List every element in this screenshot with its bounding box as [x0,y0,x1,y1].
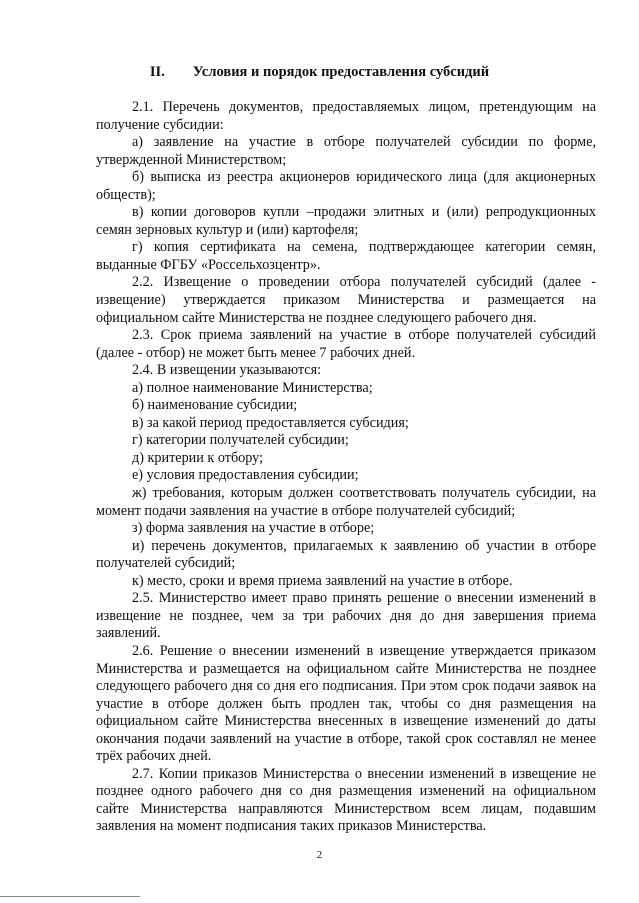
paragraph-2-1: 2.1. Перечень документов, предоставляемых лицом, претендующим на получение субсидии: [96,99,596,133]
paragraph-2-4-zh: ж) требования, которым должен соответствовать получатель субсидии, на момент подачи заявления на участие в отборе получателей субсидий; [96,485,596,519]
paragraph-2-3: 2.3. Срок приема заявлений на участие в отборе получателей субсидий (далее - отбор) не может быть менее 7 рабочих дней. [96,327,596,361]
paragraph-2-5: 2.5. Министерство имеет право принять решение о внесении изменений в извещение не позднее, чем за три рабочих дня до дня завершения приема заявлений. [96,590,596,642]
footer-divider [0,896,140,897]
paragraph-2-4-z: з) форма заявления на участие в отборе; [132,520,375,537]
paragraph-2-1-v: в) копии договоров купли –продажи элитных и (или) репродукционных семян зерновых культур и (или) картофеля; [96,204,596,238]
section-title: Условия и порядок предоставления субсидий [192,64,490,80]
paragraph-2-4-i: и) перечень документов, прилагаемых к заявлению об участии в отборе получателей субсидий; [96,537,596,572]
paragraph-2-4-k: к) место, сроки и время приема заявлений на участие в отборе. [132,572,513,589]
document-body [96,99,596,836]
paragraph-2-4-b: б) наименование субсидии; [132,397,298,414]
paragraph-2-6: 2.6. Решение о внесении изменений в извещение утверждается приказом Министерства и размещается на официальном сайте Министерства не позднее следующего рабочего дня со дня его подписания. При этом срок подачи заявок на участие в отборе должен быть продлен так, чтобы со дня размещения на официальном сайте Министерства внесенных в извещение изменений до даты окончания подачи заявлений на участие в отборе, такой срок составлял не менее трёх рабочих дней. [96,642,596,765]
paragraph-2-4-a: а) полное наименование Министерства; [132,379,373,396]
paragraph-2-4: 2.4. В извещении указываются: [132,362,322,379]
paragraph-2-4-d: д) критерии к отбору; [132,449,264,466]
paragraph-2-1-g: г) копия сертификата на семена, подтверждающее категории семян, выданные ФГБУ «Россельхозцентр». [96,239,596,273]
paragraph-2-1-b: б) выписка из реестра акционеров юридического лица (для акционерных обществ); [96,169,596,203]
paragraph-2-7: 2.7. Копии приказов Министерства о внесении изменений в извещение не позднее одного рабочего дня со дня размещения изменений на официальном сайте Министерства направляются Министерством всем лицам, подавшим заявления на момент подписания таких приказов Министерства. [96,765,596,835]
paragraph-2-2: 2.2. Извещение о проведении отбора получателей субсидий (далее - извещение) утверждается приказом Министерства и размещается на официальном сайте Министерства не позднее следующего рабочего дня. [96,274,596,326]
section-number: II. [149,64,165,80]
section-heading [0,63,639,81]
page-number: 2 [316,849,323,861]
paragraph-2-1-a: а) заявление на участие в отборе получателей субсидии по форме, утвержденной Министерством; [96,134,596,168]
paragraph-2-4-v: в) за какой период предоставляется субсидия; [132,414,409,431]
paragraph-2-4-g: г) категории получателей субсидии; [132,432,349,449]
paragraph-2-4-e: е) условия предоставления субсидии; [132,467,359,484]
